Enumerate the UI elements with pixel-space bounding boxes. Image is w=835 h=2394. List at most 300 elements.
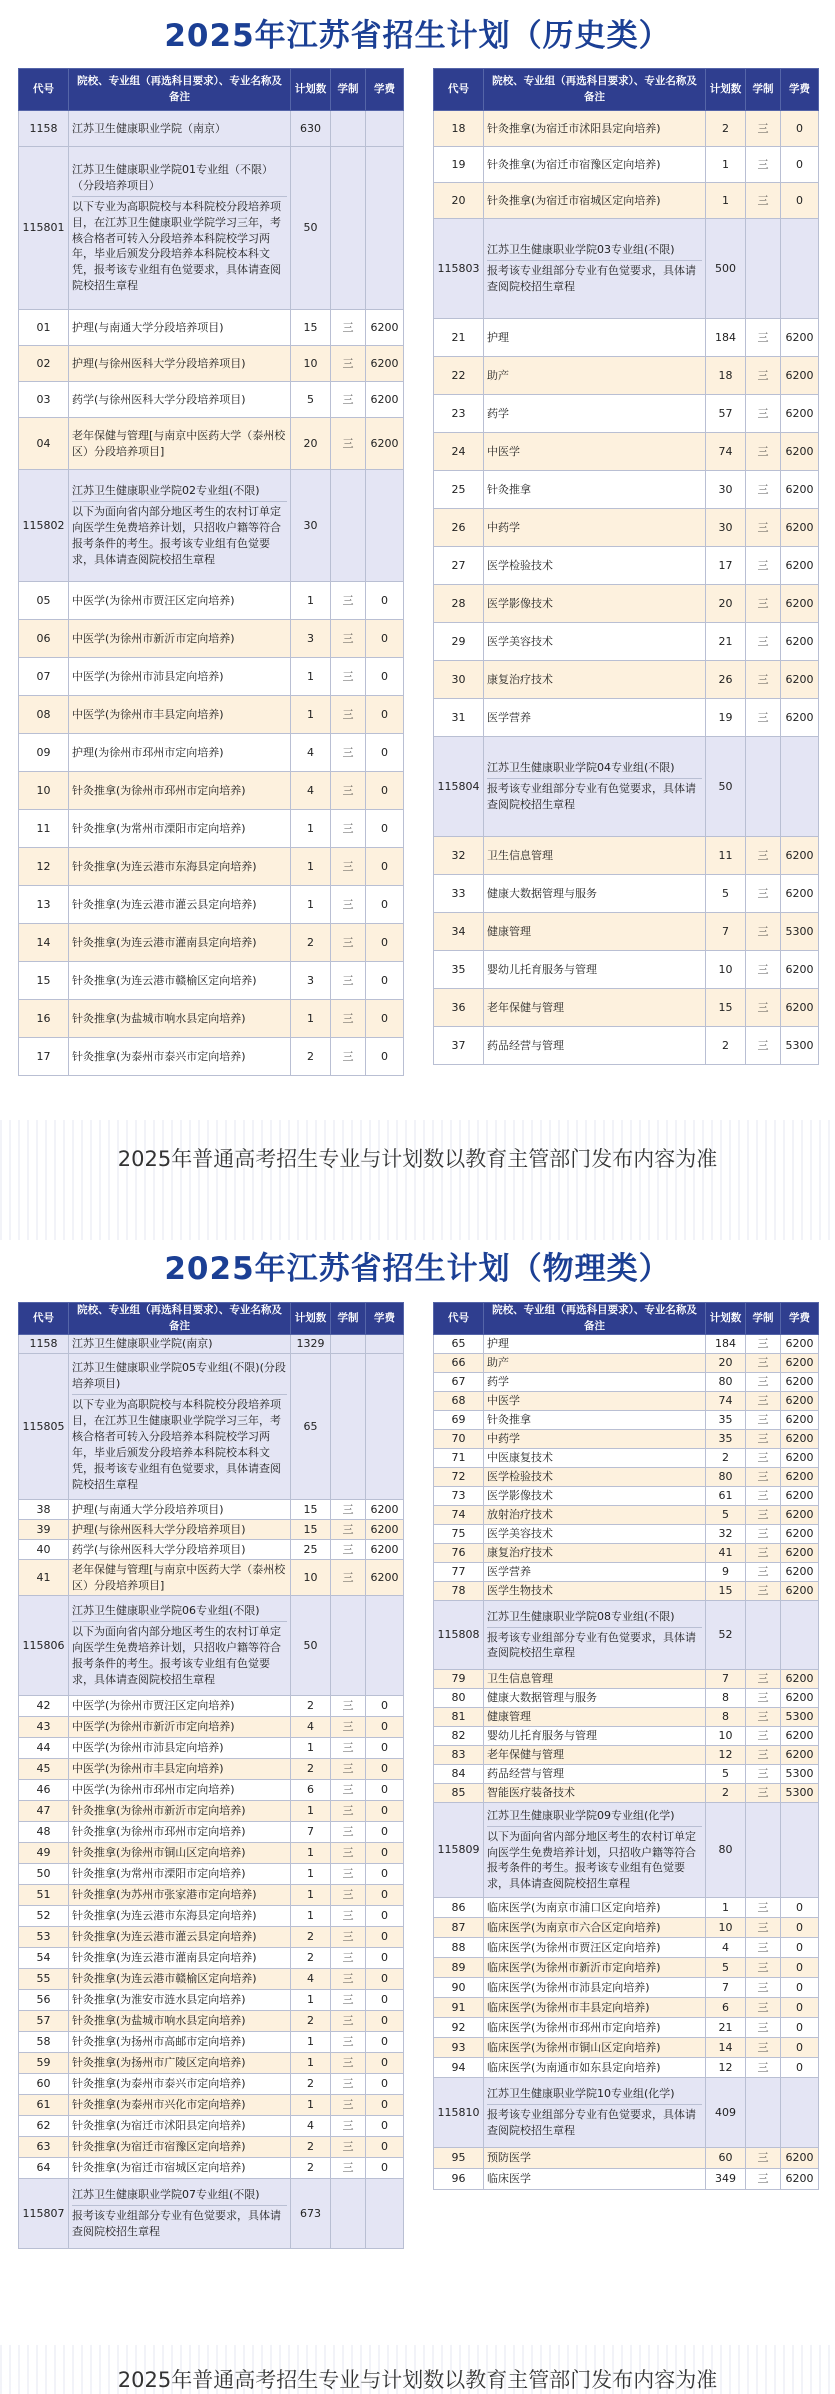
cell-major <box>69 772 291 810</box>
cell-fee <box>781 219 819 319</box>
major-remark: 以下专业为高职院校与本科院校分段培养项目，在江苏卫生健康职业学院学习三年，考核合格者可转入分段培养本科院校学习两年，毕业后颁发分段培养本科院校本科文凭，报考该专业组有色觉要求，具体请查阅院校招生章程 <box>72 1398 281 1491</box>
cell-fee: 0 <box>366 1864 404 1885</box>
cell-plan: 65 <box>291 1354 331 1500</box>
cell-code: 47 <box>19 1801 69 1822</box>
cell-code: 74 <box>434 1506 484 1525</box>
cell-major <box>484 1506 706 1525</box>
table-row <box>434 2058 819 2078</box>
table-row <box>19 1560 404 1596</box>
cell-fee: 6200 <box>781 357 819 395</box>
cell-major <box>484 913 706 951</box>
cell-fee: 5300 <box>781 1027 819 1065</box>
table-row <box>19 1520 404 1540</box>
table-row <box>434 699 819 737</box>
cell-code: 60 <box>19 2074 69 2095</box>
table-row <box>434 2038 819 2058</box>
cell-code: 82 <box>434 1727 484 1746</box>
cell-major <box>484 433 706 471</box>
cell-plan: 5 <box>291 382 331 418</box>
table-row <box>19 1969 404 1990</box>
cell-fee: 0 <box>366 734 404 772</box>
cell-years: 三 <box>331 1780 366 1801</box>
major-name: 针灸推拿(为徐州市铜山区定向培养) <box>72 1846 246 1860</box>
cell-code: 27 <box>434 547 484 585</box>
cell-major <box>484 837 706 875</box>
major-name: 江苏卫生健康职业学院08专业组(不限) <box>487 1607 702 1628</box>
cell-major <box>69 2158 291 2179</box>
cell-fee: 6200 <box>781 319 819 357</box>
cell-fee <box>366 111 404 147</box>
table-row <box>19 346 404 382</box>
cell-fee: 0 <box>366 1780 404 1801</box>
cell-code: 115806 <box>19 1596 69 1696</box>
major-name: 针灸推拿(为连云港市灌南县定向培养) <box>72 1951 257 1965</box>
cell-plan: 7 <box>706 913 746 951</box>
cell-major <box>484 1689 706 1708</box>
major-name: 护理(与南通大学分段培养项目) <box>72 320 224 334</box>
cell-years: 三 <box>746 1487 781 1506</box>
cell-fee: 6200 <box>781 699 819 737</box>
cell-plan: 3 <box>291 962 331 1000</box>
cell-fee <box>366 1596 404 1696</box>
cell-fee: 6200 <box>781 1563 819 1582</box>
cell-fee: 6200 <box>781 547 819 585</box>
cell-code: 14 <box>19 924 69 962</box>
cell-plan: 2 <box>706 1027 746 1065</box>
cell-major <box>484 147 706 183</box>
cell-major <box>484 1525 706 1544</box>
table-row <box>434 547 819 585</box>
cell-plan: 9 <box>706 1563 746 1582</box>
cell-plan: 1 <box>706 147 746 183</box>
cell-major <box>69 2095 291 2116</box>
cell-fee: 0 <box>366 2032 404 2053</box>
table-row <box>434 875 819 913</box>
cell-years: 三 <box>746 1354 781 1373</box>
cell-fee: 0 <box>781 1938 819 1958</box>
cell-major <box>484 1373 706 1392</box>
cell-years: 三 <box>746 989 781 1027</box>
major-name: 针灸推拿(为常州市溧阳市定向培养) <box>72 821 246 835</box>
table-header-row <box>434 69 819 111</box>
major-name: 针灸推拿(为徐州市邳州市定向培养) <box>72 783 246 797</box>
cell-fee: 0 <box>781 1978 819 1998</box>
cell-fee: 6200 <box>781 875 819 913</box>
cell-years: 三 <box>746 433 781 471</box>
major-name: 针灸推拿(为徐州市邳州市定向培养) <box>72 1825 246 1839</box>
cell-years: 三 <box>746 661 781 699</box>
cell-years: 三 <box>746 1670 781 1689</box>
major-name: 婴幼儿托育服务与管理 <box>487 1729 597 1743</box>
cell-code: 66 <box>434 1354 484 1373</box>
table-row <box>19 848 404 886</box>
cell-plan: 30 <box>291 470 331 582</box>
cell-major <box>69 1038 291 1076</box>
cell-fee: 0 <box>781 111 819 147</box>
major-name: 医学营养 <box>487 710 531 724</box>
major-name: 针灸推拿(为连云港市灌云县定向培养) <box>72 897 257 911</box>
table-row <box>434 2018 819 2038</box>
cell-fee: 6200 <box>781 1449 819 1468</box>
cell-plan: 30 <box>706 509 746 547</box>
cell-code: 30 <box>434 661 484 699</box>
major-name: 中医学(为徐州市贾汪区定向培养) <box>72 1699 235 1713</box>
cell-fee: 6200 <box>366 1520 404 1540</box>
cell-plan: 2 <box>291 1038 331 1076</box>
cell-plan: 2 <box>291 1759 331 1780</box>
table-header-row <box>19 1303 404 1335</box>
cell-plan: 74 <box>706 433 746 471</box>
cell-years: 三 <box>331 1822 366 1843</box>
cell-plan: 18 <box>706 357 746 395</box>
header-fee: 学费 <box>366 1303 404 1335</box>
cell-major <box>69 1354 291 1500</box>
cell-fee: 6200 <box>781 585 819 623</box>
table-row <box>434 1803 819 1898</box>
cell-fee: 0 <box>366 1822 404 1843</box>
cell-fee: 0 <box>366 848 404 886</box>
table-row <box>434 1487 819 1506</box>
cell-code: 39 <box>19 1520 69 1540</box>
cell-code: 12 <box>19 848 69 886</box>
cell-years: 三 <box>331 2032 366 2053</box>
cell-years: 三 <box>746 1708 781 1727</box>
cell-years: 三 <box>331 1738 366 1759</box>
table-row <box>434 1670 819 1689</box>
cell-major <box>484 623 706 661</box>
cell-code: 25 <box>434 471 484 509</box>
cell-years: 三 <box>331 310 366 346</box>
cell-years: 三 <box>331 1843 366 1864</box>
cell-fee: 0 <box>366 1801 404 1822</box>
major-remark: 以下专业为高职院校与本科院校分段培养项目，在江苏卫生健康职业学院学习三年，考核合格者可转入分段培养本科院校学习两年，毕业后颁发分段培养本科院校本科文凭，报考该专业组有色觉要求，具体请查阅院校招生章程 <box>72 199 281 293</box>
cell-years <box>331 1596 366 1696</box>
cell-code: 22 <box>434 357 484 395</box>
history-plan-footnote: 2025年普通高考招生专业与计划数以教育主管部门发布内容为准 <box>117 1147 718 1171</box>
table-row <box>434 1898 819 1918</box>
cell-major <box>484 1430 706 1449</box>
table-row <box>19 658 404 696</box>
major-name: 健康大数据管理与服务 <box>487 886 597 900</box>
cell-years: 三 <box>746 147 781 183</box>
cell-years: 三 <box>746 1938 781 1958</box>
table-row <box>434 1708 819 1727</box>
header-years: 学制 <box>746 1303 781 1335</box>
cell-fee <box>366 2179 404 2249</box>
cell-plan: 8 <box>706 1689 746 1708</box>
cell-plan: 1 <box>291 658 331 696</box>
cell-plan: 20 <box>291 418 331 470</box>
major-name: 江苏卫生健康职业学院06专业组(不限) <box>72 1601 287 1622</box>
table-row <box>19 2095 404 2116</box>
cell-years: 三 <box>331 1759 366 1780</box>
header-years: 学制 <box>331 1303 366 1335</box>
cell-code: 45 <box>19 1759 69 1780</box>
major-name: 中医学(为徐州市贾汪区定向培养) <box>72 593 235 607</box>
cell-major <box>69 1864 291 1885</box>
table-row <box>19 1696 404 1717</box>
cell-plan: 15 <box>291 1520 331 1540</box>
cell-code: 115804 <box>434 737 484 837</box>
header-fee: 学费 <box>366 69 404 111</box>
cell-fee: 0 <box>366 1000 404 1038</box>
cell-plan: 2 <box>706 1784 746 1803</box>
table-row <box>434 1027 819 1065</box>
major-name: 临床医学(为南通市如东县定向培养) <box>487 2060 661 2074</box>
cell-plan: 1 <box>291 696 331 734</box>
cell-major <box>484 1449 706 1468</box>
cell-code: 28 <box>434 585 484 623</box>
major-name: 针灸推拿(为宿迁市宿豫区定向培养) <box>487 157 661 171</box>
table-row <box>434 1601 819 1670</box>
cell-years: 三 <box>331 1000 366 1038</box>
cell-code: 76 <box>434 1544 484 1563</box>
table-row <box>19 2074 404 2095</box>
table-row <box>434 1998 819 2018</box>
cell-years: 三 <box>331 658 366 696</box>
cell-plan: 15 <box>706 989 746 1027</box>
cell-major <box>484 951 706 989</box>
cell-fee: 6200 <box>781 1746 819 1765</box>
cell-years: 三 <box>746 471 781 509</box>
cell-major <box>484 2018 706 2038</box>
cell-code: 31 <box>434 699 484 737</box>
table-row <box>19 111 404 147</box>
major-name: 老年保健与管理 <box>487 1000 564 1014</box>
cell-major <box>69 582 291 620</box>
cell-plan: 12 <box>706 2058 746 2078</box>
cell-fee: 6200 <box>781 989 819 1027</box>
cell-major <box>69 924 291 962</box>
cell-major <box>69 848 291 886</box>
table-row <box>19 2116 404 2137</box>
cell-code: 19 <box>434 147 484 183</box>
cell-fee: 0 <box>366 1717 404 1738</box>
table-row <box>434 1727 819 1746</box>
table-row <box>19 1759 404 1780</box>
cell-fee: 6200 <box>781 1670 819 1689</box>
header-plan: 计划数 <box>291 1303 331 1335</box>
cell-plan: 1 <box>291 2032 331 2053</box>
cell-years: 三 <box>746 913 781 951</box>
cell-major <box>484 2038 706 2058</box>
cell-plan: 500 <box>706 219 746 319</box>
cell-plan: 8 <box>706 1708 746 1727</box>
major-name: 护理(与徐州医科大学分段培养项目) <box>72 1522 246 1536</box>
table-row <box>434 471 819 509</box>
table-row <box>19 1780 404 1801</box>
cell-fee: 6200 <box>781 1689 819 1708</box>
cell-major <box>484 1563 706 1582</box>
cell-years: 三 <box>331 582 366 620</box>
header-plan: 计划数 <box>706 69 746 111</box>
cell-years: 三 <box>331 1864 366 1885</box>
cell-code: 70 <box>434 1430 484 1449</box>
cell-fee: 0 <box>781 1958 819 1978</box>
cell-major <box>484 1354 706 1373</box>
cell-years: 三 <box>331 1885 366 1906</box>
cell-major <box>69 1335 291 1354</box>
cell-code: 81 <box>434 1708 484 1727</box>
cell-code: 88 <box>434 1938 484 1958</box>
cell-code: 34 <box>434 913 484 951</box>
cell-years: 三 <box>746 1746 781 1765</box>
cell-code: 115803 <box>434 219 484 319</box>
major-name: 针灸推拿(为宿迁市宿豫区定向培养) <box>72 2140 246 2154</box>
cell-code: 37 <box>434 1027 484 1065</box>
cell-fee: 6200 <box>781 509 819 547</box>
major-name: 医学美容技术 <box>487 1527 553 1541</box>
major-name: 健康大数据管理与服务 <box>487 1691 597 1705</box>
cell-years: 三 <box>746 699 781 737</box>
major-name: 中医学(为徐州市新沂市定向培养) <box>72 631 235 645</box>
major-name: 针灸推拿 <box>487 1413 531 1427</box>
cell-major <box>69 1948 291 1969</box>
cell-major <box>69 1843 291 1864</box>
cell-fee: 0 <box>366 620 404 658</box>
cell-code: 02 <box>19 346 69 382</box>
cell-years: 三 <box>746 357 781 395</box>
cell-plan: 52 <box>706 1601 746 1670</box>
cell-plan: 14 <box>706 2038 746 2058</box>
cell-code: 33 <box>434 875 484 913</box>
cell-code: 29 <box>434 623 484 661</box>
major-name: 护理 <box>487 330 509 344</box>
cell-fee: 6200 <box>366 418 404 470</box>
cell-plan: 1 <box>291 810 331 848</box>
header-code: 代号 <box>19 1303 69 1335</box>
cell-code: 61 <box>19 2095 69 2116</box>
cell-major <box>69 1801 291 1822</box>
major-name: 针灸推拿(为连云港市东海县定向培养) <box>72 1909 257 1923</box>
cell-major <box>69 1717 291 1738</box>
cell-fee <box>366 147 404 310</box>
cell-years: 三 <box>331 1696 366 1717</box>
cell-fee: 0 <box>366 886 404 924</box>
cell-years: 三 <box>746 875 781 913</box>
cell-fee: 0 <box>366 2158 404 2179</box>
table-row <box>434 1430 819 1449</box>
cell-code: 50 <box>19 1864 69 1885</box>
cell-code: 93 <box>434 2038 484 2058</box>
major-name: 针灸推拿(为宿迁市沭阳县定向培养) <box>487 121 661 135</box>
major-name: 婴幼儿托育服务与管理 <box>487 962 597 976</box>
cell-fee: 6200 <box>781 2169 819 2190</box>
cell-plan: 10 <box>706 1727 746 1746</box>
cell-code: 73 <box>434 1487 484 1506</box>
cell-major <box>69 1927 291 1948</box>
major-name: 针灸推拿(为淮安市涟水县定向培养) <box>72 1993 246 2007</box>
cell-plan: 80 <box>706 1468 746 1487</box>
cell-code: 89 <box>434 1958 484 1978</box>
cell-code: 09 <box>19 734 69 772</box>
cell-code: 64 <box>19 2158 69 2179</box>
cell-major <box>69 1500 291 1520</box>
cell-code: 1158 <box>19 1335 69 1354</box>
cell-plan: 1 <box>291 1990 331 2011</box>
cell-years: 三 <box>746 1411 781 1430</box>
table-row <box>434 1525 819 1544</box>
cell-fee: 5300 <box>781 1765 819 1784</box>
table-row <box>19 620 404 658</box>
major-remark: 以下为面向省内部分地区考生的农村订单定向医学生免费培养计划，只招收户籍等符合报考条件的考生。报考该专业组有色觉要求，具体请查阅院校招生章程 <box>72 1625 281 1686</box>
table-row <box>434 2078 819 2148</box>
major-name: 中医学(为徐州市沛县定向培养) <box>72 1741 224 1755</box>
cell-major <box>484 2078 706 2148</box>
cell-fee: 0 <box>366 1038 404 1076</box>
cell-fee: 6200 <box>366 1500 404 1520</box>
cell-plan: 4 <box>706 1938 746 1958</box>
cell-major <box>484 471 706 509</box>
cell-plan: 3 <box>291 620 331 658</box>
cell-major <box>69 1696 291 1717</box>
cell-code: 63 <box>19 2137 69 2158</box>
cell-major <box>484 2148 706 2169</box>
table-row <box>434 1689 819 1708</box>
cell-plan: 409 <box>706 2078 746 2148</box>
cell-fee: 6200 <box>366 1560 404 1596</box>
table-row <box>19 1038 404 1076</box>
cell-code: 115809 <box>434 1803 484 1898</box>
table-row <box>434 2148 819 2169</box>
cell-years: 三 <box>746 2038 781 2058</box>
cell-code: 20 <box>434 183 484 219</box>
cell-years <box>746 737 781 837</box>
cell-major <box>484 183 706 219</box>
cell-years: 三 <box>746 2018 781 2038</box>
cell-fee: 5300 <box>781 913 819 951</box>
major-name: 临床医学(为徐州市邳州市定向培养) <box>487 2020 661 2034</box>
table-row <box>434 1784 819 1803</box>
major-name: 护理(与南通大学分段培养项目) <box>72 1502 224 1516</box>
header-code: 代号 <box>434 69 484 111</box>
cell-fee: 6200 <box>366 346 404 382</box>
major-name: 助产 <box>487 1356 509 1370</box>
table-row <box>19 1948 404 1969</box>
cell-years: 三 <box>746 111 781 147</box>
cell-code: 62 <box>19 2116 69 2137</box>
cell-plan: 41 <box>706 1544 746 1563</box>
table-row <box>434 737 819 837</box>
cell-plan: 50 <box>706 737 746 837</box>
table-row <box>19 2158 404 2179</box>
cell-plan: 10 <box>291 346 331 382</box>
cell-plan: 2 <box>291 1927 331 1948</box>
cell-code: 115810 <box>434 2078 484 2148</box>
cell-years: 三 <box>331 696 366 734</box>
table-row <box>19 2032 404 2053</box>
cell-years: 三 <box>331 2158 366 2179</box>
cell-plan: 50 <box>291 147 331 310</box>
table-row <box>19 1354 404 1500</box>
cell-plan: 1 <box>291 886 331 924</box>
cell-plan: 4 <box>291 734 331 772</box>
major-name: 老年保健与管理 <box>487 1748 564 1762</box>
cell-fee: 6200 <box>781 1411 819 1430</box>
table-row <box>19 1335 404 1354</box>
major-name: 中医学 <box>487 444 520 458</box>
cell-years <box>746 1601 781 1670</box>
cell-code: 35 <box>434 951 484 989</box>
cell-plan: 2 <box>706 111 746 147</box>
cell-code: 115807 <box>19 2179 69 2249</box>
cell-years: 三 <box>331 2116 366 2137</box>
page-background-stripes-top <box>0 1120 835 1240</box>
cell-major <box>484 1958 706 1978</box>
cell-years: 三 <box>746 585 781 623</box>
cell-years: 三 <box>746 1958 781 1978</box>
table-row <box>434 1938 819 1958</box>
